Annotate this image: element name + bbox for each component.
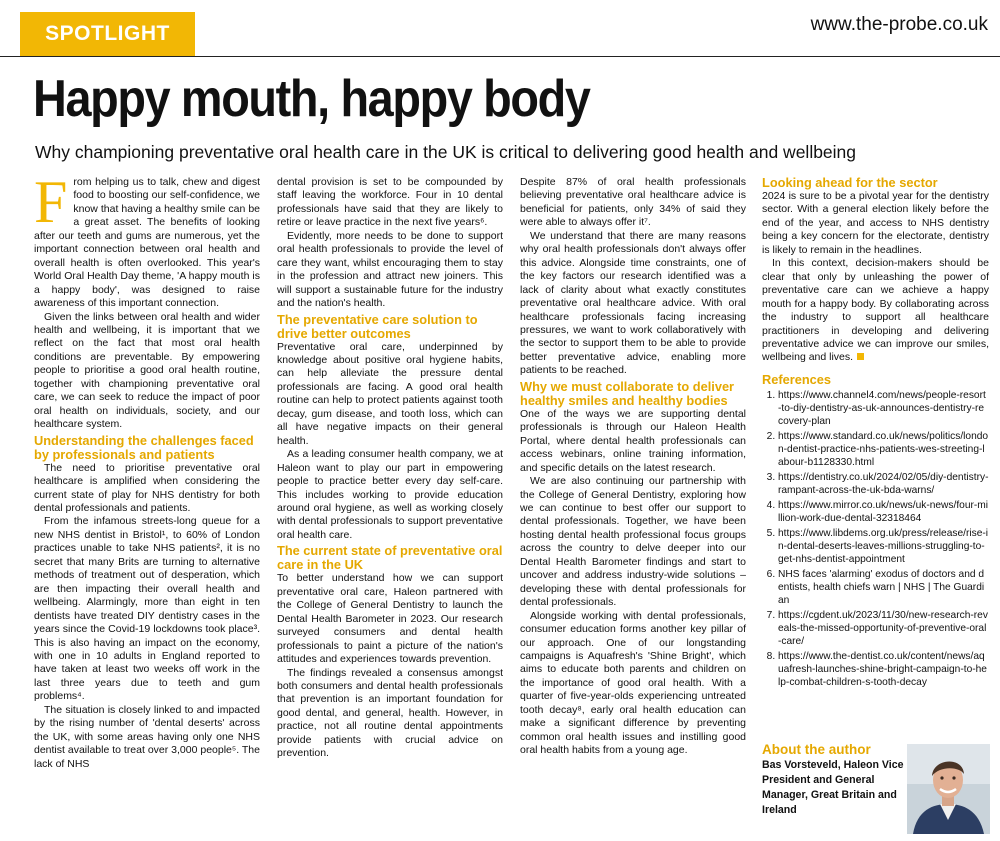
section-label: SPOTLIGHT (20, 12, 195, 56)
paragraph: rom helping us to talk, chew and digest food to boosting our self-confidence, we know that having a healthy smile can be a great asset. The benefits of looking after our teeth and gums are numerous, yet the important connection between oral health and overall health is often overlooked. This year's World Oral Health Day theme, 'A happy mouth is a happy body', was designed to raise awareness of this important connection. (34, 176, 260, 310)
author-heading: About the author (762, 742, 871, 757)
subheading: The current state of preventative oral care in the UK (277, 543, 503, 573)
reference-item[interactable]: 7. https://cgdent.uk/2023/11/30/new-research-reveals-the-missed-opportunity-of-preventive-oral-care/ (778, 609, 989, 648)
paragraph: As a leading consumer health company, we at Haleon want to play our part in empowering people to practice better every day self-care. This includes working to provide education around oral hygiene, as well as working closely with dental professionals to support preventative oral health care. (277, 448, 503, 541)
subheading: Why we must collaborate to deliver healthy smiles and healthy bodies (520, 378, 735, 408)
references-list (762, 389, 989, 689)
subheading: The preventative care solution to drive better outcomes (277, 311, 478, 341)
author-bio: Bas Vorsteveld, Haleon Vice President and General Manager, Great Britain and Ireland (762, 759, 904, 816)
headline: Happy mouth, happy body (33, 70, 590, 128)
paragraph (762, 257, 989, 365)
drop-cap: F (34, 169, 68, 235)
references-heading: References (762, 371, 832, 387)
paragraph-text: In this context, decision-makers should be clear that only by unleashing the power of preventative care can we achieve a happy mouth for a happy body. By collaborating across the industry to support all healthcare practitioners in developing and delivering preventative advice we can improve our smiles, wellbeing and lives. (762, 257, 989, 364)
reference-item[interactable]: 3. https://dentistry.co.uk/2024/02/05/diy-dentistry-rampant-across-the-uk-bda-warns/ (778, 471, 989, 497)
subheading: Understanding the challenges faced by professionals and patients (34, 432, 254, 462)
paragraph: Alongside working with dental professionals, consumer education forms another key pillar of our approach. One of our longstanding campaigns is Aquafresh's 'Shine Bright', which aims to educate both parents and children on the importance of good oral health. With a quarter of five-year-olds experiencing untreated tooth decay⁸, early oral health education can make a significant difference by preventing common oral health issues and instilling good oral health habits from a young age. (520, 609, 746, 757)
paragraph: Evidently, more needs to be done to support oral health professionals to provide the level of care they want, whilst encouraging them to stay in the profession and attract new joiners. This will support a sustainable future for the industry and the nation's health. (277, 229, 503, 310)
reference-item[interactable]: 5. https://www.libdems.org.uk/press/release/rise-in-dental-deserts-leaves-millions-struggling-to-get-nhs-dentist-appointment (778, 527, 989, 566)
paragraph: One of the ways we are supporting dental professionals is through our Haleon Health Portal, where dental health professionals can access webinars, online training information, and specific details on the latest research. (520, 407, 746, 474)
column-2 (277, 176, 503, 761)
paragraph: Preventative oral care, underpinned by knowledge about positive oral hygiene habits, can help alleviate the pressure dental professionals are facing. A good oral health routine can help to protect patients against tooth decay, gum disease, and tooth loss, which can all have negative impacts on their general health. (277, 340, 503, 447)
standfirst: Why championing preventative oral health care in the UK is critical to delivering good health and wellbeing (35, 142, 857, 162)
paragraph: We are also continuing our partnership with the College of General Dentistry, exploring how we can continue to best offer our support to dental professionals. Together, we have been hosting dental health professional focus groups across the country to delve deeper into our Dental Health Barometer findings and start to uncover and address industry-wide solutions – developing these with dental professionals for dental professionals. (520, 475, 746, 609)
column-3 (520, 176, 746, 758)
reference-item[interactable]: 2. https://www.standard.co.uk/news/politics/london-dentist-practice-nhs-patients-wes-streeting-labour-b1128330.html (778, 430, 989, 469)
website-url[interactable]: www.the-probe.co.uk (810, 14, 988, 35)
paragraph: The situation is closely linked to and impacted by the rising number of 'dental deserts' across the UK, with some areas having only one NHS dentist available to treat over 3,000 people⁵. The lack of NHS (34, 703, 260, 770)
paragraph: From the infamous streets-long queue for a new NHS dentist in Bristol¹, to 60% of London practices unable to take NHS patients², it is no secret that many Brits are turning to alternative methods of treatment out of desperation, which are then impacting their overall health and wellbeing. Alarmingly, more than eight in ten dentists have treated DIY dentistry cases in the years since the Covid-19 lockdowns took place³. This is also having an impact on the economy, with one in 10 adults in England reported to have taken at least two weeks off work in the last three years due to teeth and gum problems⁴. (34, 515, 260, 703)
paragraph: To better understand how we can support preventative oral care, Haleon partnered with the College of General Dentistry to launch the Dental Health Barometer in 2023. Our research surveyed consumers and dental health professionals to paint a picture of the nation's attitudes and experiences towards prevention. (277, 572, 503, 666)
paragraph: dental provision is set to be compounded by staff leaving the workforce. Four in 10 dental professionals have said that they are likely to retire or leave practice in the next five years⁶. (277, 176, 503, 229)
end-mark (857, 353, 864, 360)
column-4 (762, 176, 989, 691)
column-1 (34, 169, 260, 771)
paragraph: Given the links between oral health and wider health and wellbeing, it is important that we reflect on the fact that most oral health conditions are preventable. By empowering people to prioritise a good oral health routine, together with championing preventative oral care, we can seek to reduce the impact of poor oral health on individuals, society, and our healthcare system. (34, 310, 260, 431)
reference-item[interactable]: 4. https://www.mirror.co.uk/news/uk-news/four-million-work-due-dental-32318464 (778, 499, 989, 525)
reference-item[interactable]: 8. https://www.the-dentist.co.uk/content/news/aquafresh-launches-shine-bright-campaign-to-help-combat-children-s-tooth-decay (778, 650, 989, 689)
author-portrait-icon (907, 744, 990, 834)
paragraph: The need to prioritise preventative oral healthcare is amplified when considering the current state of play for NHS dentistry for both dental professionals and patients. (34, 461, 260, 514)
paragraph: We understand that there are many reasons why oral health professionals don't always offer this advice. Alongside time constraints, one of the key factors our research identified was a lack of clarity about what exactly constitutes preventative oral healthcare advice. With oral healthcare professionals facing increasing pressures, we want to work collaboratively with the sector to support them to be able to provide better preventative advice, enabling more patients to be reached. (520, 229, 746, 377)
reference-item[interactable]: 6. NHS faces 'alarming' exodus of doctors and dentists, health chiefs warn | NHS | The Guardian (778, 568, 989, 607)
paragraph: 2024 is sure to be a pivotal year for the dentistry sector. With a general election likely before the end of the year, and access to NHS dentistry being a key concern for the electorate, dentistry is likely to remain in the headlines. (762, 190, 989, 256)
header-divider (0, 56, 1000, 57)
author-photo (907, 744, 990, 834)
reference-item[interactable]: 1. https://www.channel4.com/news/people-resort-to-diy-dentistry-as-uk-announces-dentistry-recovery-plan (778, 389, 989, 428)
subheading: Looking ahead for the sector (762, 175, 938, 190)
author-box (762, 742, 904, 818)
paragraph: Despite 87% of oral health professionals believing preventative oral healthcare advice is beneficial for patients, only 34% of said they were able to always offer it⁷. (520, 176, 746, 229)
paragraph: The findings revealed a consensus amongst both consumers and dental health professionals that prevention is an important foundation for good dental, and general, health. However, in practice, not all routine dental appointments provide patients with crucial advice on prevention. (277, 666, 503, 760)
